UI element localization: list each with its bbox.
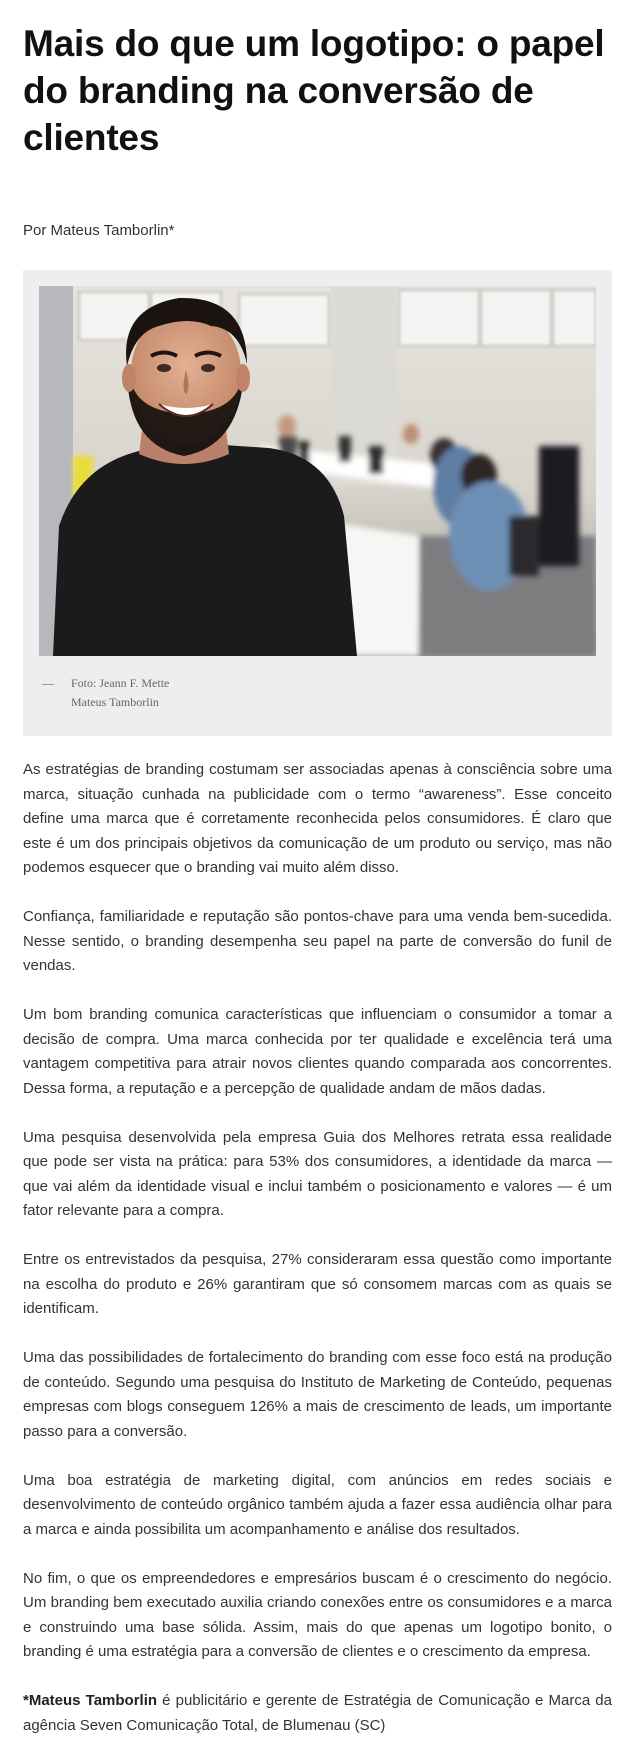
article-paragraph: Um bom branding comunica características que influenciam o consumidor a tomar a decisão de compra. Uma marca conhecida por ter qualidade e excelência terá uma vantagem competitiva para atrair novos clientes quando comparada aos concorrentes. Dessa forma, a reputação e a percepção de qualidade andam de mãos dadas. xyxy=(23,1006,612,1097)
author-photo xyxy=(39,286,596,656)
article-byline: Por Mateus Tamborlin* xyxy=(23,222,175,239)
article-title: Mais do que um logotipo: o papel do branding na conversão de clientes xyxy=(23,23,605,158)
author-note-name: *Mateus Tamborlin xyxy=(23,1692,158,1709)
caption-photo-credit: Foto: Jeann F. Mette xyxy=(71,676,170,690)
caption-subject: Mateus Tamborlin xyxy=(71,695,159,709)
article-paragraph: No fim, o que os empreendedores e empresários buscam é o crescimento do negócio. Um branding bem executado auxilia criando conexões entre os consumidores e a marca e construindo uma base sólida. Assim, mais do que apenas um logotipo bonito, o branding é uma estratégia para a conversão de clientes e o crescimento da empresa. xyxy=(23,1569,612,1660)
article-paragraph: Uma pesquisa desenvolvida pela empresa Guia dos Melhores retrata essa realidade que pode ser vista na prática: para 53% dos consumidores, a identidade da marca — que vai além da identidade visual e inclui também o posicionamento e valores — é um fator relevante para a compra. xyxy=(23,1128,612,1219)
author-note xyxy=(23,1689,612,1738)
article-paragraph: Confiança, familiaridade e reputação são pontos-chave para uma venda bem-sucedida. Nesse sentido, o branding desempenha seu papel na parte de conversão do funil de vendas. xyxy=(23,908,612,974)
article-paragraph: Uma boa estratégia de marketing digital, com anúncios em redes sociais e desenvolvimento de conteúdo orgânico também ajuda a fazer essa audiência olhar para a marca e ainda possibilita um acompanhamento e análise dos resultados. xyxy=(23,1471,612,1538)
author-note-text: é publicitário e gerente de Estratégia de Comunicação e Marca da agência Seven Comunicação Total, de Blumenau (SC) xyxy=(23,1692,612,1734)
article-paragraph: Entre os entrevistados da pesquisa, 27% consideraram essa questão como importante na escolha do produto e 26% garantiram que só consomem marcas com as quais se identificam. xyxy=(23,1251,612,1317)
article-paragraph: Uma das possibilidades de fortalecimento do branding com esse foco está na produção de conteúdo. Segundo uma pesquisa do Instituto de Marketing de Conteúdo, pequenas empresas com blogs conseguem 126% a mais de crescimento de leads, um importante passo para a conversão. xyxy=(23,1349,612,1440)
caption-dash: — xyxy=(42,676,54,690)
article-page xyxy=(23,0,612,1734)
article-paragraph: As estratégias de branding costumam ser associadas apenas à consciência sobre uma marca, situação cunhada na publicidade com o termo “awareness”. Esse conceito define uma marca que é corretamente reconhecida pelos consumidores. É claro que este é um dos principais objetivos da comunicação de um produto ou serviço, mas não podemos esquecer que o branding vai muito além disso. xyxy=(23,761,612,876)
article-figure xyxy=(23,270,612,736)
article-body xyxy=(23,758,612,1763)
